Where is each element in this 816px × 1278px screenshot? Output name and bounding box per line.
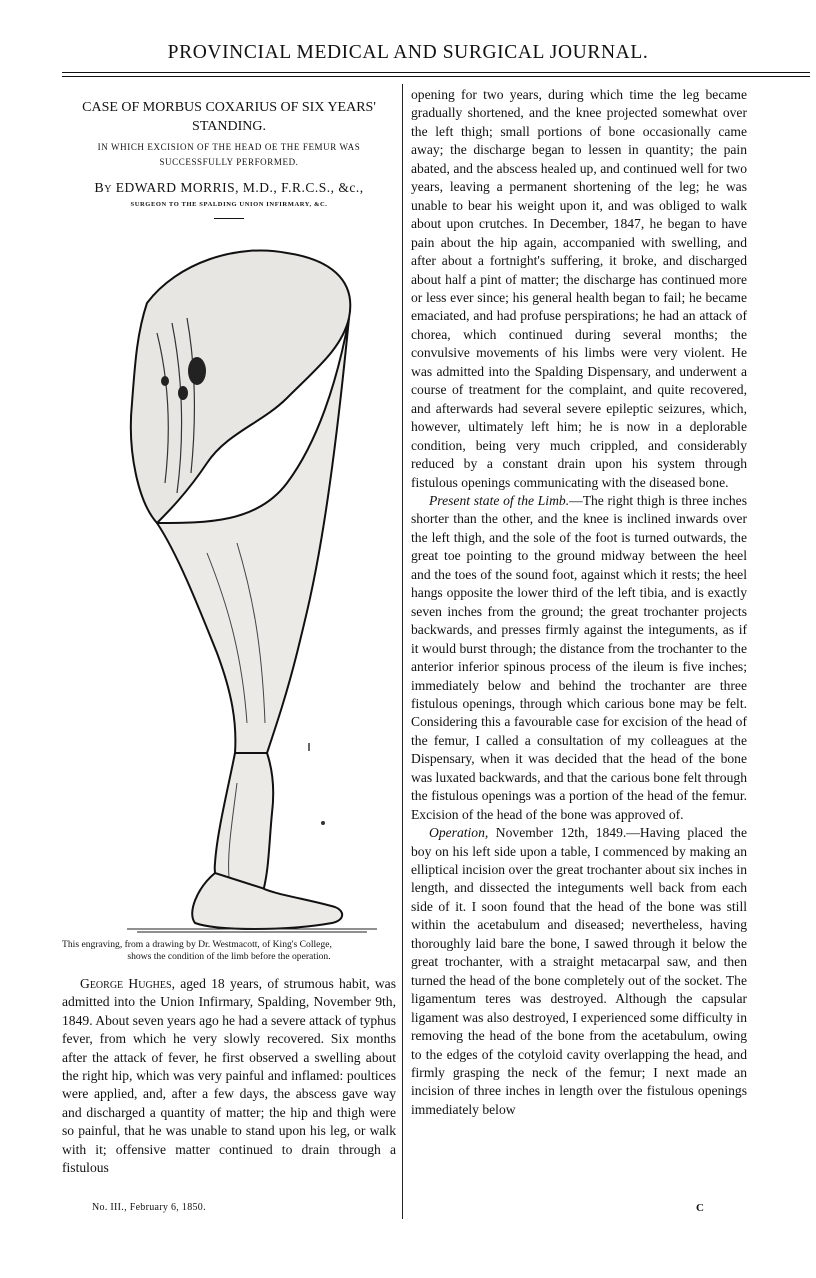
history-continued-paragraph: opening for two years, during which time the leg became gradually shortened, and the knee projected somewhat over the left thigh; small portions of bone occasionally came away; the discharge began to lessen in quantity; the pain abated, and the abscess healed up, and continued well for two years, leaving a permanent shortening of the leg; he was unable to bear his weight upon it, and was obliged to walk about upon crutches. In December, 1847, he began to have pain about the hip again, accompanied with swelling, and after about a fortnight's suffering, it broke, and discharged about half a pint of matter; the discharge has continued more or less ever since; his general health began to fail; he became emaciated, and had profuse perspirations; he had an attack of chorea, which continued during several months; the convulsive movements of his limbs were very violent. He was admitted into the Spalding Dispensary, and underwent a course of treatment for the complaint, and quite recovered, and afterwards had several severe epileptic seizures, which, however, ultimately left him; he is now in a deplorable condition, being very much crippled, and considerably reduced by a constant drain upon his system through fistulous openings communicating with the diseased bone. [411, 87, 747, 490]
present-state-heading: Present state of the Limb. [429, 492, 570, 508]
byline [62, 180, 396, 197]
right-column [411, 86, 747, 1119]
signature-mark: C [696, 1202, 704, 1214]
present-state-text: —The right thigh is three inches shorter than the other, and the knee is inclined inwards over the left thigh, and the sole of the foot is turned outwards, the great toe pointing to the ground midway between the heel and the toes of the sound foot, against which it rests; the heel hangs opposite the lower third of the left tibia, and is exactly seven inches from the ground; the great trochanter projects backwards, and presses firmly against the integuments, as if it would burst through; the distance from the trochanter to the anterior inferior spinous process of the ileum is five inches; immediately below and behind the trochanter are three fistulous openings, through which carious bone may be felt. Considering this a favourable case for excision of the head of the femur, I called a consultation of my colleagues at the Dispensary, when it was decided that the head of the bone was luxated backwards, and that the carious bone felt through the fistulous openings was a portion of the head of the femur. Excision of the head of the bone was approved of. [411, 492, 747, 822]
patient-name: George Hughes [80, 976, 172, 991]
engraving-fistula-1 [188, 357, 206, 385]
leg-engraving-image [87, 223, 387, 935]
header-rule-thick [62, 72, 810, 73]
article-title: CASE OF MORBUS COXARIUS OF SIX YEARS' STANDING. [82, 100, 376, 134]
article-subtitle: IN WHICH EXCISION OF THE HEAD OE THE FEMUR WAS SUCCESSFULLY PERFORMED. [97, 142, 361, 167]
author-affiliation: SURGEON TO THE SPALDING UNION INFIRMARY, &C. [130, 201, 328, 208]
operation-text: November 12th, 1849.—Having placed the boy on his left side upon a table, I commenced by making an elliptical incision over the great trochanter about six inches in length, and dissected the integuments well back from each side of it. I soon found that the head of the bone was still within the acetabulum and diseased; nevertheless, having thoroughly laid bare the bone, I sawed through it below the great trochanter, with a straight metacarpal saw, and then turned the head of the bone completely out of the socket. The ligamentum teres was destroyed. Although the capsular ligament was also destroyed, I experienced some difficulty in removing the head of the bone from the acetabulum, owing to the edges of the cotyloid cavity overlapping the head, and firmly grasping the neck of the femur; I next made an incision of three inches in length over the fistulous openings immediately below [411, 825, 747, 1117]
author-name: EDWARD MORRIS, M.D., F.R.C.S., &c., [115, 180, 364, 195]
engraving-foot [192, 873, 342, 929]
operation-heading: Operation, [429, 825, 489, 841]
leg-engraving-figure [87, 223, 387, 935]
left-column [62, 92, 396, 1177]
operation-paragraph [411, 824, 747, 1119]
engraving-fistula-2 [178, 386, 188, 400]
header-rule-thin [62, 76, 810, 77]
case-history-text: , aged 18 years, of strumous habit, was admitted into the Union Infirmary, Spalding, November 9th, 1849. About seven years ago he had a severe attack of typhus fever, from which he very slowly recovered. Six months after the attack of fever, he first observed a swelling about the right hip, which was very painful and inflamed: poultices were applied, and, after a few days, the abscess gave way and discharged a quantity of matter; the hip and thigh were so painful, that he was unable to stand upon his leg, or walk with it; offensive matter continued to drain through a fistulous [62, 976, 396, 1176]
engraving-lower-leg [215, 753, 273, 895]
column-divider [402, 84, 403, 1219]
engraving-ground [127, 929, 377, 932]
figure-caption [62, 939, 396, 963]
case-history-paragraph [62, 975, 396, 1177]
title-separator [214, 218, 244, 219]
byline-prefix: By [94, 181, 112, 196]
issue-footer: No. III., February 6, 1850. [92, 1202, 206, 1213]
present-state-paragraph [411, 492, 747, 824]
figure-caption-line-1: This engraving, from a drawing by Dr. Westmacott, of King's College, [62, 939, 332, 950]
figure-caption-line-2: shows the condition of the limb before the operation. [127, 951, 331, 962]
journal-title: PROVINCIAL MEDICAL AND SURGICAL JOURNAL. [167, 42, 649, 63]
engraving-fistula-3 [161, 376, 169, 386]
